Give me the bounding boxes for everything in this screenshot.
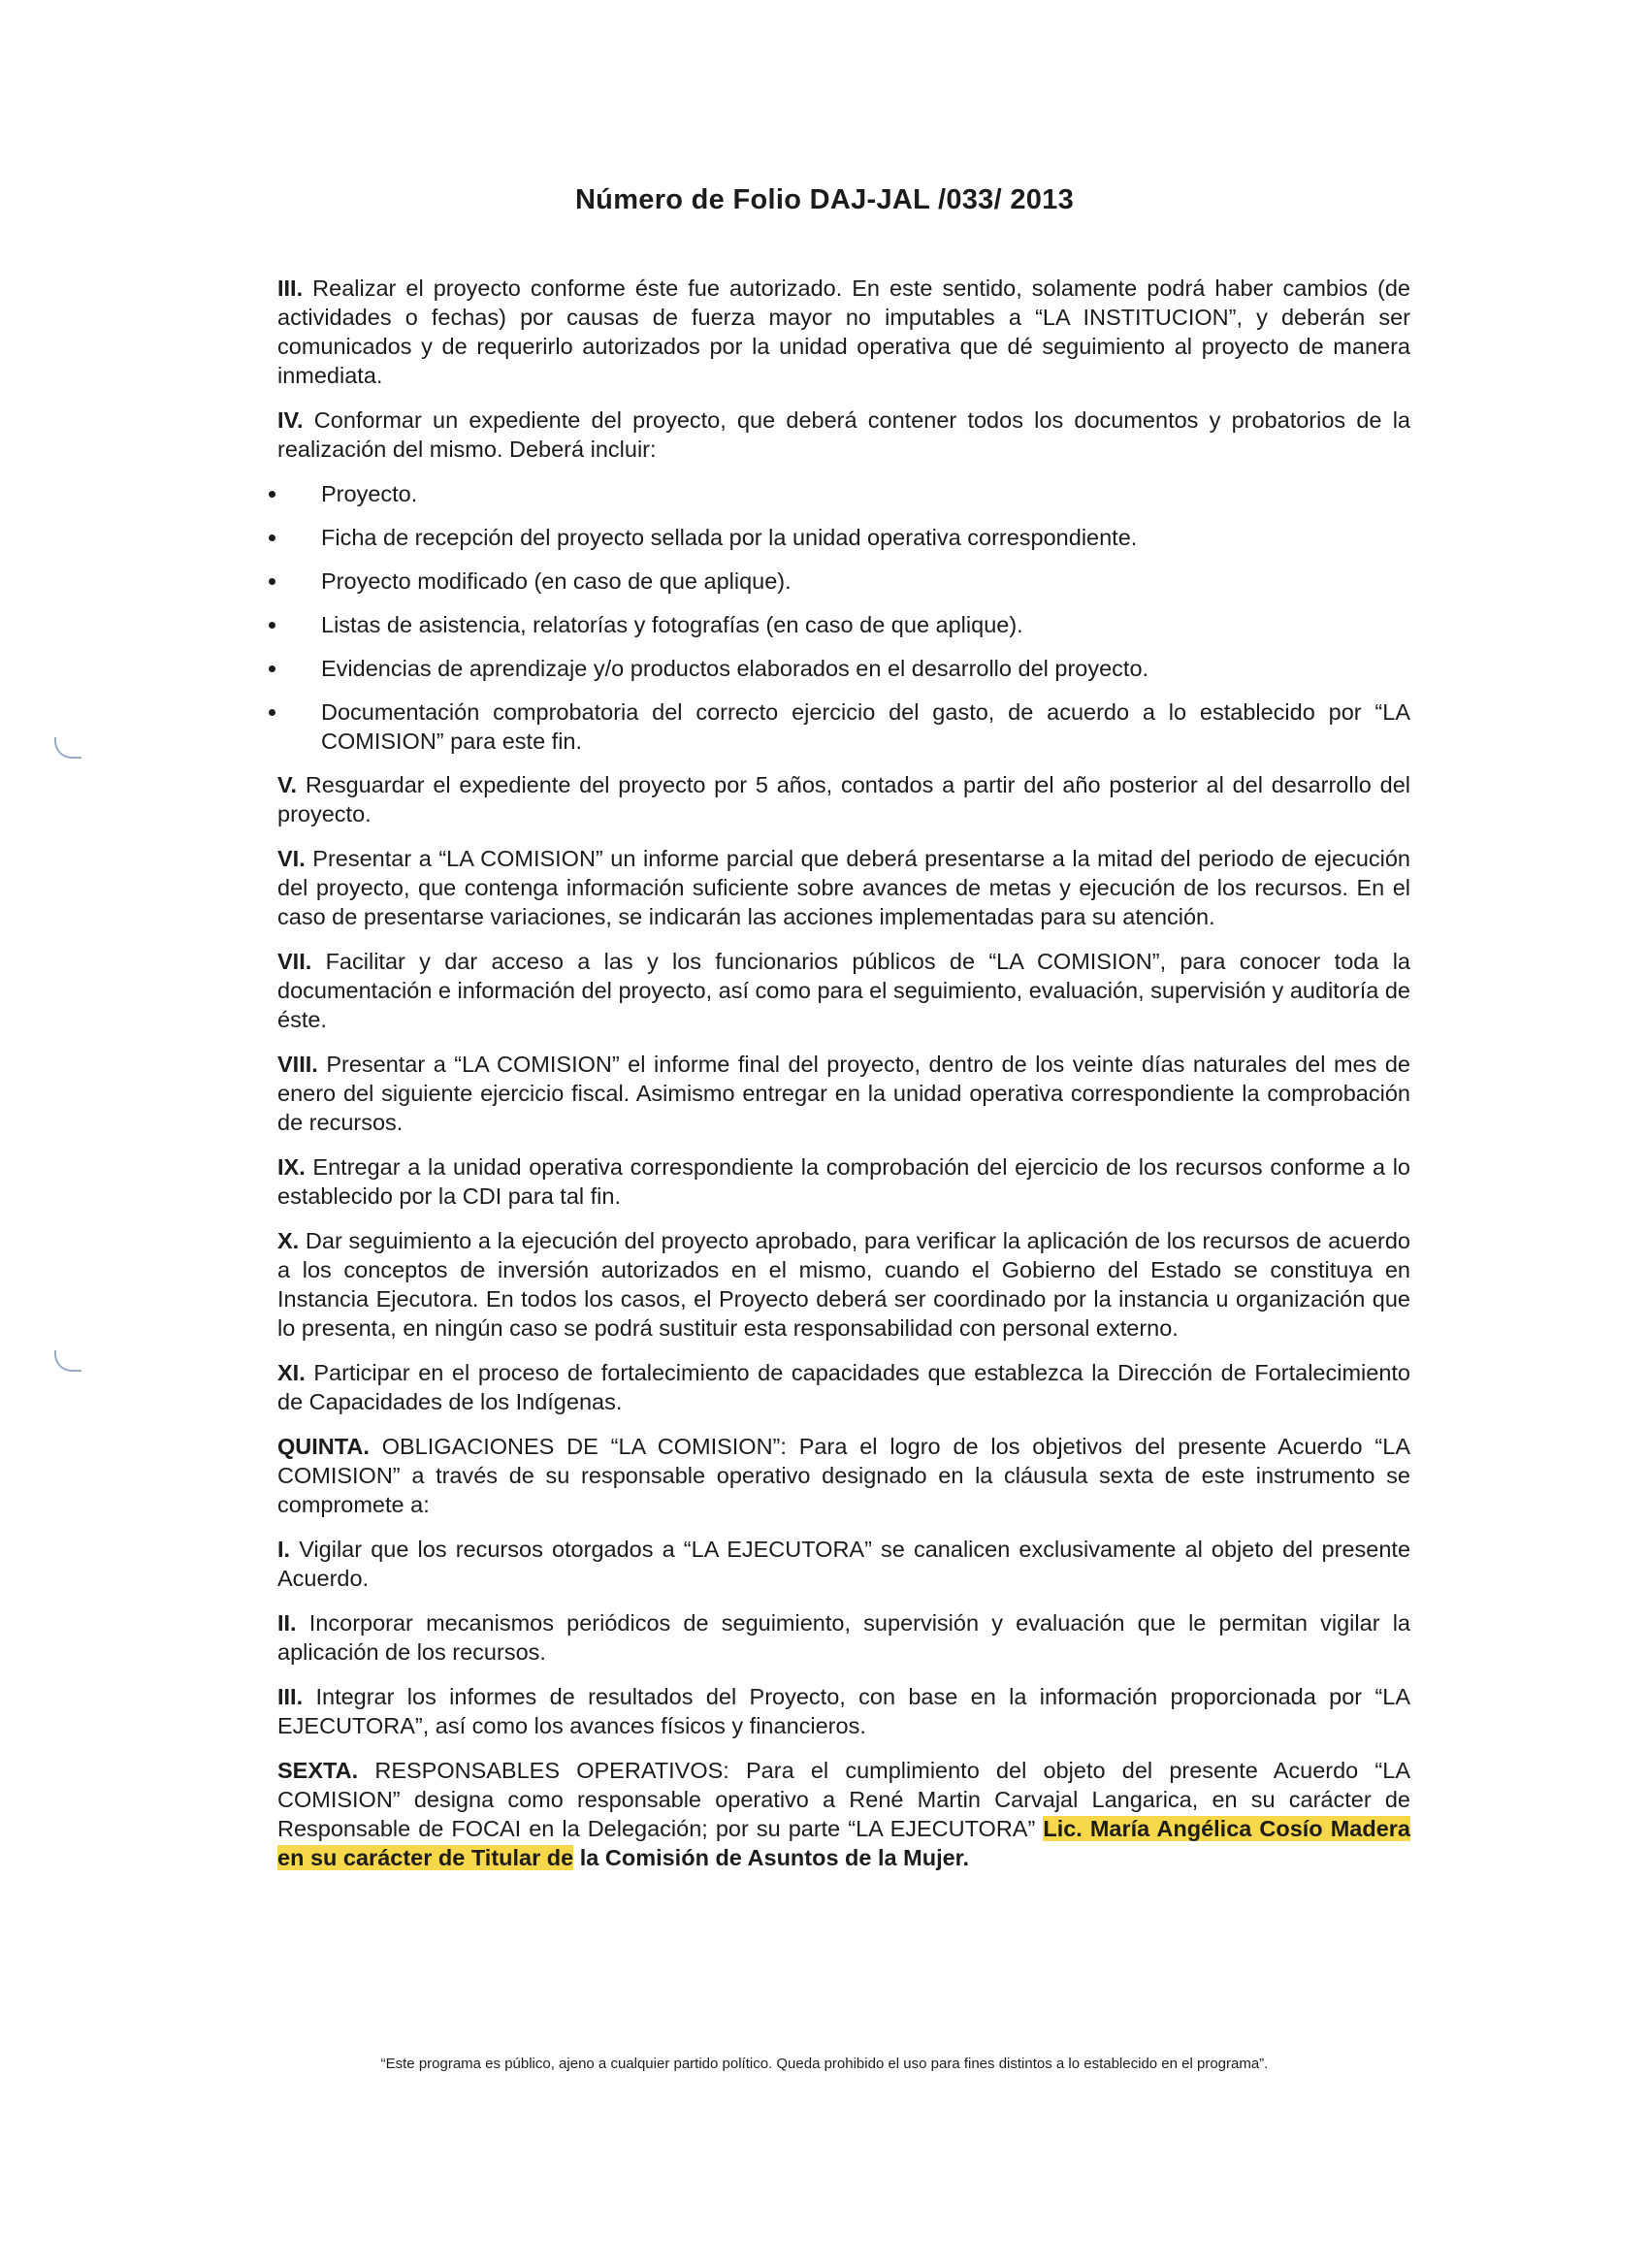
item-text: Presentar a “LA COMISION” un informe parcial que deberá presentarse a la mitad del periodo de ejecución del proyecto, que contenga información suficiente sobre avances de metas y ejecución de los recursos. En el caso de presentarse variaciones, se indicarán las acciones implementadas para su atención.	[277, 846, 1410, 929]
bullet-icon	[269, 665, 275, 672]
item-number: III.	[277, 275, 304, 301]
item-number: I.	[277, 1537, 291, 1562]
item-text: Facilitar y dar acceso a las y los funcionarios públicos de “LA COMISION”, para conocer toda la documentación e información del proyecto, así como para el seguimiento, evaluación, supervisión y auditoría de éste.	[277, 949, 1410, 1032]
list-item	[321, 479, 1410, 508]
highlighted-text: Lic. María Angélica Cosío Madera en su carácter de Titular de	[277, 1816, 1410, 1870]
list-item	[321, 567, 1410, 596]
list-item-text: Evidencias de aprendizaje y/o productos elaborados en el desarrollo del proyecto.	[321, 656, 1149, 681]
bullet-icon	[269, 535, 275, 541]
requirements-list	[239, 479, 1410, 756]
document-body	[239, 274, 1410, 1888]
list-item-text: Listas de asistencia, relatorías y fotografías (en caso de que aplique).	[321, 612, 1023, 637]
list-item	[321, 654, 1410, 683]
left-margin-mark	[54, 737, 81, 759]
item-number: V.	[277, 772, 298, 797]
clause-quinta	[239, 1432, 1410, 1519]
clause-text: RESPONSABLES OPERATIVOS: Para el cumplimiento del objeto del presente Acuerdo “LA COMISION” designa como responsable operativo a René Martin Carvajal Langarica, en su carácter de Responsable de FOCAI en la Delegación; por su parte “LA EJECUTORA”	[277, 1758, 1410, 1841]
clause-sexta	[239, 1756, 1410, 1872]
item-text: Dar seguimiento a la ejecución del proyecto aprobado, para verificar la aplicación de los recursos de acuerdo a los conceptos de inversión autorizados en el mismo, cuando el Gobierno del Estado se constituya en Instancia Ejecutora. En todos los casos, el Proyecto deberá ser coordinado por la instancia u organización que lo presenta, en ningún caso se podrá sustituir esta responsabilidad con personal externo.	[277, 1228, 1411, 1341]
quinta-item-iii	[239, 1682, 1410, 1740]
item-number: IV.	[277, 407, 304, 433]
item-text: Entregar a la unidad operativa correspondiente la comprobación del ejercicio de los recursos conforme a lo establecido por la CDI para tal fin.	[277, 1154, 1411, 1209]
list-item	[321, 697, 1410, 756]
paragraph-vi	[239, 844, 1410, 931]
item-number: IX.	[277, 1154, 306, 1180]
item-number: VII.	[277, 949, 312, 974]
clause-heading: QUINTA.	[277, 1434, 370, 1459]
clause-tail: la Comisión de Asuntos de la Mujer.	[579, 1845, 970, 1870]
paragraph-iv	[239, 405, 1410, 464]
quinta-item-ii	[239, 1608, 1410, 1667]
item-text: Realizar el proyecto conforme éste fue autorizado. En este sentido, solamente podrá haber cambios (de actividades o fechas) por causas de fuerza mayor no imputables a “LA INSTITUCION”, y deberán ser comunicados y de requerirlo autorizados por la unidad operativa que dé seguimiento al proyecto de manera inmediata.	[277, 275, 1410, 388]
item-number: III.	[277, 1684, 304, 1709]
paragraph-viii	[239, 1050, 1410, 1137]
list-item-text: Proyecto modificado (en caso de que aplique).	[321, 568, 792, 594]
item-number: VI.	[277, 846, 306, 871]
list-item	[321, 523, 1410, 552]
item-text: Integrar los informes de resultados del Proyecto, con base en la información proporcionada por “LA EJECUTORA”, así como los avances físicos y financieros.	[277, 1684, 1411, 1738]
item-number: XI.	[277, 1360, 306, 1385]
list-item-text: Documentación comprobatoria del correcto ejercicio del gasto, de acuerdo a lo establecido por “LA COMISION” para este fin.	[321, 699, 1410, 754]
item-number: VIII.	[277, 1052, 318, 1077]
bullet-icon	[269, 578, 275, 585]
item-number: X.	[277, 1228, 300, 1253]
paragraph-vii	[239, 947, 1410, 1034]
quinta-item-i	[239, 1535, 1410, 1593]
item-text: Participar en el proceso de fortalecimiento de capacidades que establezca la Dirección de Fortalecimiento de Capacidades de los Indígenas.	[277, 1360, 1410, 1414]
list-item-text: Ficha de recepción del proyecto sellada por la unidad operativa correspondiente.	[321, 525, 1138, 550]
left-margin-mark	[54, 1350, 81, 1372]
clause-heading: SEXTA.	[277, 1758, 359, 1783]
paragraph-xi	[239, 1358, 1410, 1416]
item-text: Presentar a “LA COMISION” el informe final del proyecto, dentro de los veinte días naturales del mes de enero del siguiente ejercicio fiscal. Asimismo entregar en la unidad operativa correspondiente la comprobación de recursos.	[277, 1052, 1410, 1135]
footer-note: “Este programa es público, ajeno a cualquier partido político. Queda prohibido el uso para fines distintos a lo establecido en el programa”.	[380, 2056, 1269, 2072]
item-text: Resguardar el expediente del proyecto por 5 años, contados a partir del año posterior al del desarrollo del proyecto.	[277, 772, 1411, 826]
bullet-icon	[269, 709, 275, 716]
list-item	[321, 610, 1410, 639]
item-text: Vigilar que los recursos otorgados a “LA EJECUTORA” se canalicen exclusivamente al objeto del presente Acuerdo.	[277, 1537, 1411, 1591]
paragraph-ix	[239, 1152, 1410, 1211]
item-number: II.	[277, 1610, 297, 1636]
item-text: Incorporar mecanismos periódicos de seguimiento, supervisión y evaluación que le permitan vigilar la aplicación de los recursos.	[277, 1610, 1410, 1665]
folio-heading: Número de Folio DAJ-JAL /033/ 2013	[574, 184, 1075, 215]
paragraph-x	[239, 1226, 1410, 1343]
paragraph-v	[239, 770, 1410, 828]
bullet-icon	[269, 622, 275, 629]
list-item-text: Proyecto.	[321, 481, 418, 506]
item-text: Conformar un expediente del proyecto, que deberá contener todos los documentos y probatorios de la realización del mismo. Deberá incluir:	[277, 407, 1410, 462]
paragraph-iii	[239, 274, 1410, 390]
bullet-icon	[269, 491, 275, 498]
clause-text: OBLIGACIONES DE “LA COMISION”: Para el logro de los objetivos del presente Acuerdo “LA COMISION” a través de su responsable operativo designado en la cláusula sexta de este instrumento se compromete a:	[277, 1434, 1410, 1517]
